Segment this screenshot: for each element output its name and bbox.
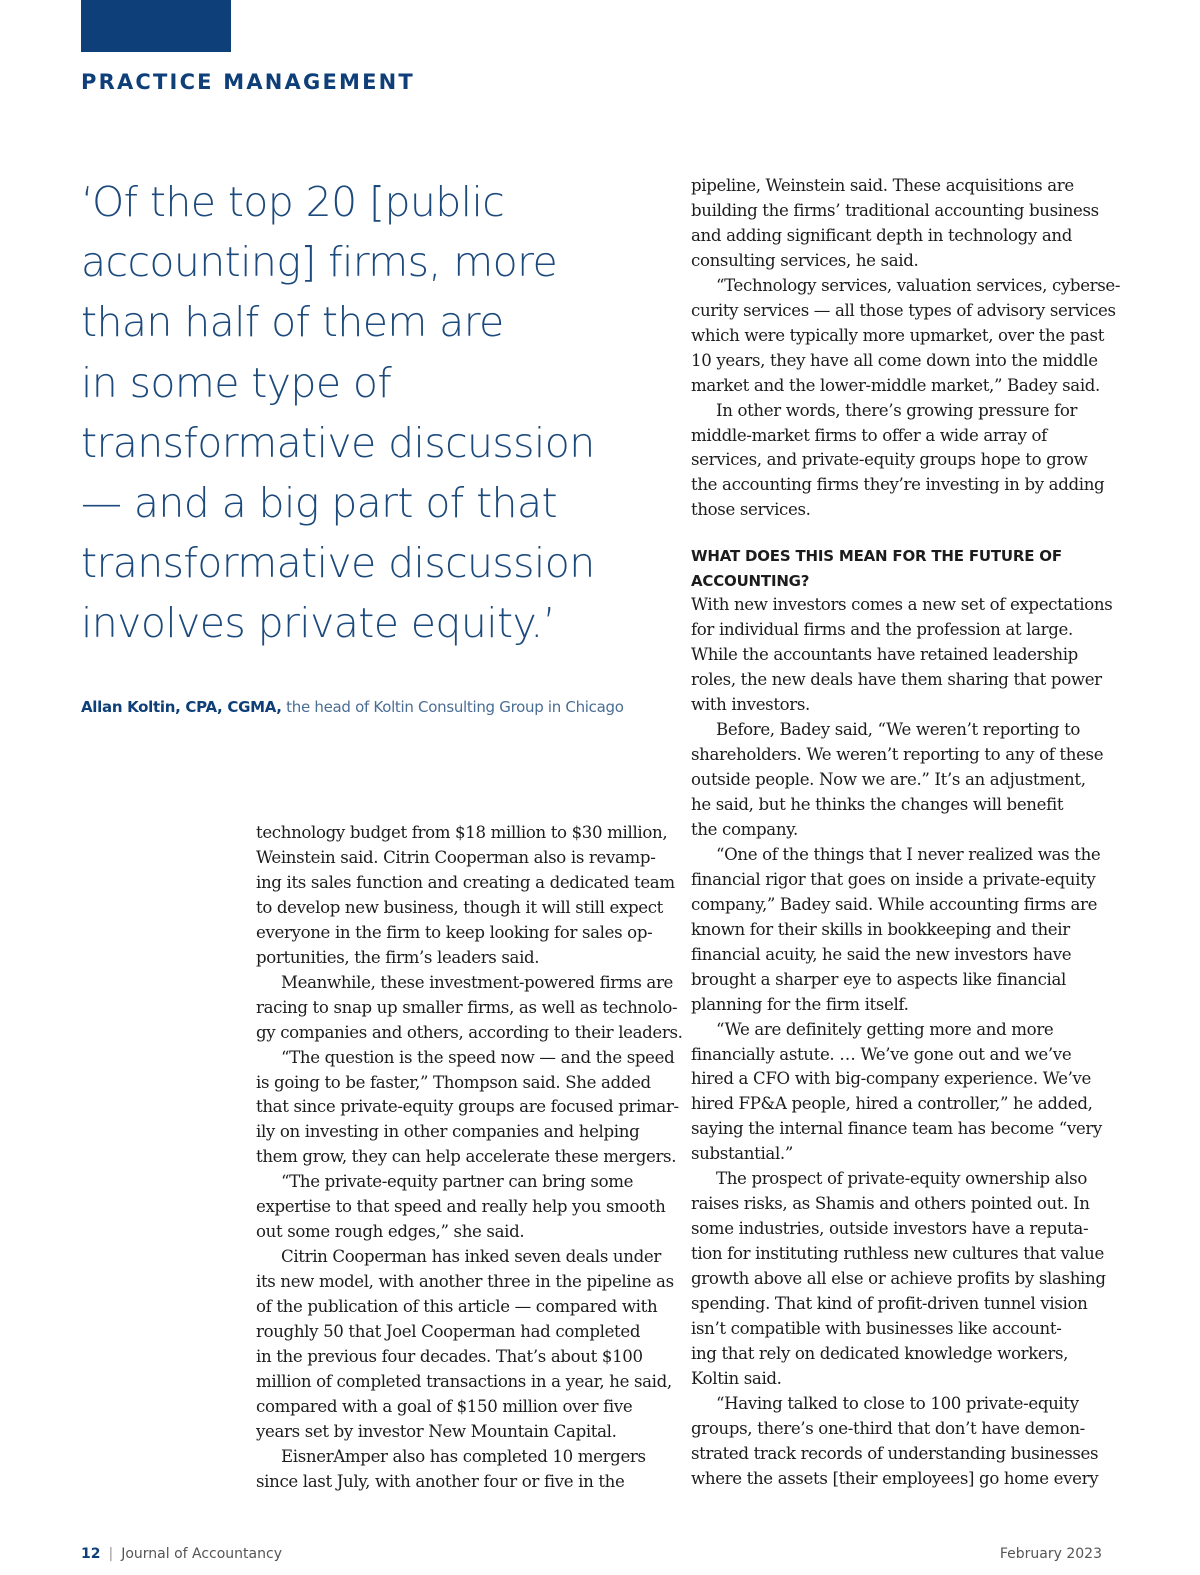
text-line: With new investors comes a new set of expectations	[691, 595, 1113, 615]
text-line: for individual firms and the profession at large.	[691, 620, 1073, 640]
text-line: shareholders. We weren’t reporting to any of these	[691, 745, 1104, 765]
subheading-line: WHAT DOES THIS MEAN FOR THE FUTURE OF	[691, 547, 1062, 566]
pull-quote-line: — and a big part of that	[81, 479, 557, 528]
text-line: he said, but he thinks the changes will benefit	[691, 794, 1064, 814]
text-line: spending. That kind of profit-driven tunnel vision	[691, 1294, 1088, 1314]
text-line: 10 years, they have all come down into the middle	[691, 350, 1098, 370]
text-line: hired a CFO with big-company experience. We’ve	[691, 1069, 1091, 1089]
text-line: building the firms’ traditional accounting business	[691, 200, 1099, 220]
text-line: market and the lower-middle market,” Badey said.	[691, 375, 1100, 395]
section-subheading	[691, 544, 1111, 594]
page-number: 12	[81, 1546, 101, 1562]
text-line: financial acuity, he said the new investors have	[691, 944, 1072, 964]
text-line: where the assets [their employees] go home every	[691, 1468, 1099, 1488]
text-line: outside people. Now we are.” It’s an adjustment,	[691, 770, 1086, 790]
article-column-right	[691, 174, 1121, 1492]
pull-quote-line: accounting] firms, more	[81, 238, 558, 287]
text-line: “We are definitely getting more and more	[716, 1019, 1054, 1039]
text-line: raises risks, as Shamis and others pointed out. In	[691, 1194, 1090, 1214]
text-line: saying the internal finance team has become “very	[691, 1119, 1102, 1139]
quote-attribution	[81, 698, 681, 716]
text-line: substantial.”	[691, 1144, 793, 1164]
publication-name: Journal of Accountancy	[121, 1546, 282, 1562]
text-line: out some rough edges,” she said.	[256, 1222, 525, 1242]
text-line: known for their skills in bookkeeping and their	[691, 919, 1070, 939]
text-line: tion for instituting ruthless new cultures that value	[691, 1244, 1104, 1264]
footer-left	[81, 1546, 282, 1562]
text-line: financial rigor that goes on inside a private-equity	[691, 869, 1096, 889]
text-line: those services.	[691, 500, 811, 520]
text-line: and adding significant depth in technology and	[691, 225, 1072, 245]
text-line: roles, the new deals have them sharing that power	[691, 670, 1102, 690]
text-line: Meanwhile, these investment-powered firms are	[281, 972, 674, 992]
text-line: “Technology services, valuation services, cyberse-	[716, 275, 1121, 295]
text-line: is going to be faster,” Thompson said. She added	[256, 1072, 651, 1092]
text-line: financially astute. … We’ve gone out and we’ve	[691, 1044, 1072, 1064]
text-line: brought a sharper eye to aspects like financial	[691, 969, 1066, 989]
text-line: In other words, there’s growing pressure for	[716, 400, 1078, 420]
text-line: consulting services, he said.	[691, 250, 919, 270]
text-line: racing to snap up smaller firms, as well as technolo-	[256, 997, 678, 1017]
text-line: some industries, outside investors have a reputa-	[691, 1219, 1089, 1239]
text-line: since last July, with another four or five in the	[256, 1471, 625, 1491]
attribution-role: the head of Koltin Consulting Group in Chicago	[281, 698, 624, 716]
text-line: years set by investor New Mountain Capital.	[256, 1421, 617, 1441]
text-line: to develop new business, though it will still expect	[256, 897, 663, 917]
text-line: EisnerAmper also has completed 10 mergers	[281, 1446, 646, 1466]
text-line: services, and private-equity groups hope to grow	[691, 450, 1088, 470]
text-line: everyone in the firm to keep looking for sales op-	[256, 922, 653, 942]
text-line: portunities, the firm’s leaders said.	[256, 947, 540, 967]
text-line: which were typically more upmarket, over the past	[691, 325, 1105, 345]
text-line: groups, there’s one-third that don’t have demon-	[691, 1418, 1085, 1438]
text-line: While the accountants have retained leadership	[691, 645, 1078, 665]
text-line: growth above all else or achieve profits by slashing	[691, 1269, 1106, 1289]
text-line: “The private-equity partner can bring some	[281, 1172, 634, 1192]
text-line: with investors.	[691, 695, 810, 715]
text-line: Before, Badey said, “We weren’t reporting to	[716, 720, 1081, 740]
text-line: the accounting firms they’re investing in by adding	[691, 475, 1105, 495]
pull-quote-line: ‘Of the top 20 [public	[81, 178, 505, 226]
footer-separator: |	[108, 1546, 114, 1562]
text-line: technology budget from $18 million to $30 million,	[256, 823, 668, 842]
text-line: Weinstein said. Citrin Cooperman also is revamp-	[256, 847, 656, 867]
text-line: The prospect of private-equity ownership also	[716, 1169, 1087, 1189]
text-line: company,” Badey said. While accounting firms are	[691, 894, 1098, 914]
article-column-left	[256, 821, 683, 1495]
text-line: them grow, they can help accelerate these mergers.	[256, 1147, 677, 1167]
text-line: that since private-equity groups are focused primar-	[256, 1097, 679, 1117]
text-line: expertise to that speed and really help you smooth	[256, 1197, 666, 1217]
pull-quote-line: involves private equity.’	[81, 599, 556, 648]
pull-quote	[81, 172, 641, 654]
text-line: planning for the firm itself.	[691, 994, 909, 1014]
text-line: “One of the things that I never realized was the	[716, 844, 1101, 864]
text-line: pipeline, Weinstein said. These acquisitions are	[691, 176, 1074, 195]
pull-quote-line: than half of them are	[81, 298, 504, 347]
pull-quote-line: in some type of	[81, 358, 392, 407]
text-line: compared with a goal of $150 million over five	[256, 1396, 633, 1416]
text-line: gy companies and others, according to their leaders.	[256, 1022, 683, 1042]
text-line: ing that rely on dedicated knowledge workers,	[691, 1343, 1069, 1363]
subheading-line: ACCOUNTING?	[691, 572, 810, 591]
text-line: of the publication of this article — compared with	[256, 1297, 658, 1317]
text-line: ily on investing in other companies and helping	[256, 1122, 640, 1142]
text-line: isn’t compatible with businesses like account-	[691, 1318, 1062, 1338]
text-line: ing its sales function and creating a dedicated team	[256, 872, 675, 892]
pull-quote-line: transformative discussion	[81, 418, 595, 467]
section-label: PRACTICE MANAGEMENT	[81, 70, 415, 94]
text-line: “The question is the speed now — and the speed	[281, 1047, 675, 1067]
text-line: its new model, with another three in the pipeline as	[256, 1272, 674, 1292]
attribution-name: Allan Koltin, CPA, CGMA,	[81, 698, 282, 716]
text-line: the company.	[691, 819, 798, 839]
text-line: strated track records of understanding businesses	[691, 1443, 1099, 1463]
issue-date: February 2023	[999, 1546, 1102, 1562]
text-line: curity services — all those types of advisory services	[691, 300, 1116, 320]
text-line: million of completed transactions in a year, he said,	[256, 1371, 672, 1391]
text-line: in the previous four decades. That’s about $100	[256, 1347, 643, 1367]
pull-quote-line: transformative discussion	[81, 539, 595, 588]
text-line: hired FP&A people, hired a controller,” he added,	[691, 1094, 1093, 1114]
text-line: roughly 50 that Joel Cooperman had completed	[256, 1322, 641, 1342]
text-line: Citrin Cooperman has inked seven deals under	[281, 1247, 661, 1267]
text-line: “Having talked to close to 100 private-equity	[716, 1393, 1079, 1413]
text-line: middle-market firms to offer a wide array of	[691, 425, 1047, 445]
header-color-bar	[81, 0, 231, 52]
text-line: Koltin said.	[691, 1368, 782, 1388]
